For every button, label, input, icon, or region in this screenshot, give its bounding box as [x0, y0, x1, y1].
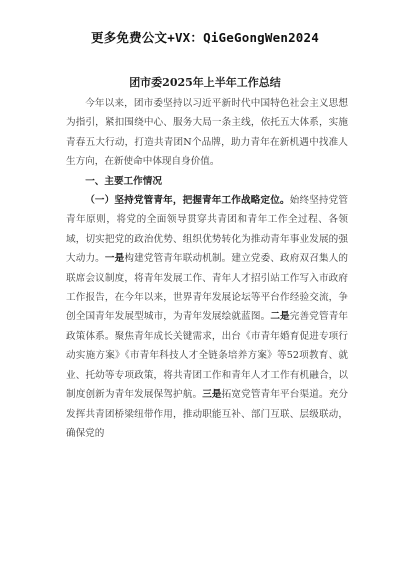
paragraph-text-a: 始终坚持党管青年原则，将党的全面领导贯穿共青团和青年工作全过程、各领域，切实把党的政治优势、组织优势转化为推动青年事业发展的强大动力。 [66, 195, 349, 265]
point-marker-1: 一是 [104, 253, 125, 265]
document-title: 团市委2025年上半年工作总结 [129, 76, 281, 89]
intro-paragraph: 今年以来，团市委坚持以习近平新时代中国特色社会主义思想为指引，紧扣围绕中心、服务大局一条主线，依托五大体系，实施青春五大行动，打造共青团N个品牌，助力青年在新机遇中找准人生方向，在新使命中体现自身价值。 [66, 98, 348, 168]
section-paragraph-1 [66, 191, 348, 443]
section-heading-1: 一、主要工作情况 [85, 175, 162, 187]
point-marker-2: 二是 [270, 311, 290, 323]
document-body [66, 94, 348, 443]
paragraph-text-c: 完善党管青年政策体系。聚焦青年成长关键需求，出台《市青年婚育促进专项行动实施方案》《市青年科技人才全链条培养方案》等52项教育、就业、托幼等专项政策，将共青团工作和青年人才工作有机融合，以制度创新为青年发展保驾护航。 [66, 311, 349, 401]
point-marker-3: 三是 [202, 389, 222, 401]
paragraph-lead: （一）坚持党管青年，把握青年工作战略定位。 [85, 195, 290, 207]
paragraph-text-b: 构建党管青年联动机制。建立党委、政府双召集人的联席会议制度，将青年发展工作、青年人才招引站工作写入市政府工作报告，在今年以来，世界青年发展论坛等平台作经验交流，争创全国青年发展型城市，为青年发展绘就蓝图。 [66, 253, 349, 323]
paragraph-text-d: 拓宽党管青年平台渠道。充分发挥共青团桥梁纽带作用，推动职能互补、部门互联、层级联动，确保党的 [66, 389, 349, 439]
watermark-header: 更多免费公文+VX：QiGeGongWen2024 [91, 30, 319, 45]
